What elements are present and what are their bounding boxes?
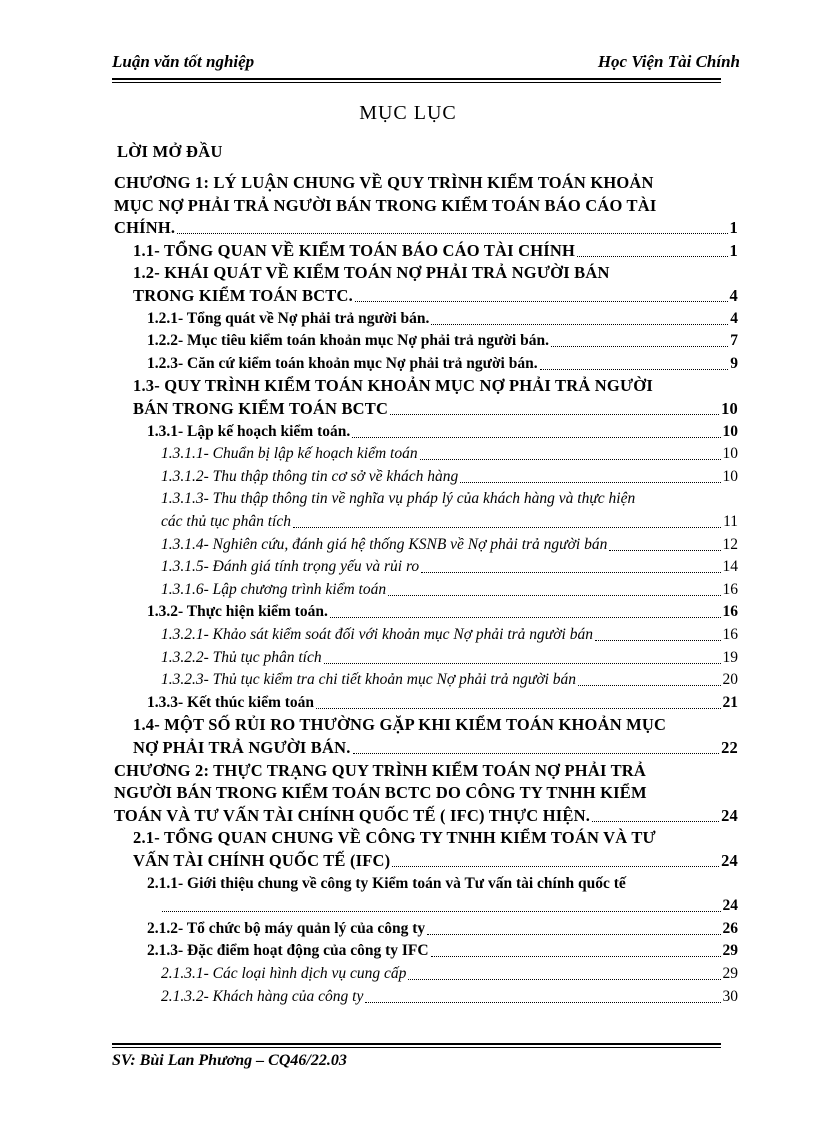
toc-entry-title: BÁN TRONG KIỂM TOÁN BCTC — [133, 398, 389, 418]
toc-entry-title: 1.1- TỔNG QUAN VỀ KIỂM TOÁN BÁO CÁO TÀI CHÍNH — [133, 240, 576, 260]
toc-dot-leader — [408, 978, 720, 980]
toc-dot-leader — [388, 594, 720, 596]
toc-intro-entry[interactable]: LỜI MỞ ĐẦU — [117, 142, 223, 161]
toc-page-number: 19 — [722, 648, 738, 666]
toc-entry-title: 1.4- MỘT SỐ RỦI RO THƯỜNG GẶP KHI KIỂM TOÁN KHOẢN MỤC — [133, 715, 667, 735]
toc-page-number: 4 — [729, 285, 738, 305]
toc-entry-title: NỢ PHẢI TRẢ NGƯỜI BÁN. — [133, 737, 351, 757]
toc-dot-leader — [421, 571, 720, 573]
toc-page-number: 26 — [722, 919, 738, 937]
toc-entry-title: MỤC NỢ PHẢI TRẢ NGƯỜI BÁN TRONG KIỂM TOÁN BÁO CÁO TÀI — [114, 195, 657, 215]
toc-dot-leader — [293, 526, 721, 528]
toc-dot-leader — [324, 662, 721, 664]
toc-entry-title: 2.1.3- Đặc điểm hoạt động của công ty IFC — [147, 942, 429, 960]
toc-page-number: 21 — [722, 693, 738, 711]
toc-page-number: 20 — [722, 671, 738, 689]
toc-page-number: 24 — [721, 805, 738, 825]
header-rule-top — [112, 78, 721, 80]
toc-page-number: 4 — [730, 309, 738, 327]
toc-dot-leader — [420, 458, 721, 460]
toc-entry-title: 1.3.1.3- Thu thập thông tin về nghĩa vụ pháp lý của khách hàng và thực hiện — [161, 490, 636, 508]
footer-rule-bottom — [112, 1047, 721, 1048]
toc-page-number: 12 — [722, 535, 738, 553]
toc-dot-leader — [460, 481, 720, 483]
toc-dot-leader — [390, 413, 719, 415]
toc-entry-title: CHƯƠNG 1: LÝ LUẬN CHUNG VỀ QUY TRÌNH KIỂM TOÁN KHOẢN — [114, 173, 654, 192]
toc-dot-leader — [355, 300, 728, 302]
toc-page-number: 10 — [721, 398, 738, 418]
toc-page-number: 29 — [722, 942, 738, 960]
header-institution-label: Học Viện Tài Chính — [597, 52, 740, 71]
toc-dot-leader — [177, 232, 727, 234]
toc-entry-title: 1.3.2.2- Thủ tục phân tích — [161, 648, 322, 666]
toc-page-number: 10 — [722, 467, 738, 485]
toc-dot-leader — [578, 684, 720, 686]
toc-entry-title: 1.2.3- Căn cứ kiểm toán khoản mục Nợ phải trả người bán. — [147, 354, 538, 372]
toc-page-number: 11 — [723, 512, 738, 530]
toc-entry-title: 1.3- QUY TRÌNH KIỂM TOÁN KHOẢN MỤC NỢ PHẢI TRẢ NGƯỜI — [133, 376, 653, 396]
toc-entry-title: 2.1.3.1- Các loại hình dịch vụ cung cấp — [161, 965, 407, 982]
toc-entry-title: 1.3.2.3- Thủ tục kiểm tra chi tiết khoản mục Nợ phải trả người bán — [161, 671, 577, 689]
toc-entry-title: 1.3.2.1- Khảo sát kiểm soát đối với khoản mục Nợ phải trả người bán — [161, 626, 593, 643]
toc-dot-leader — [316, 707, 720, 709]
toc-page-number: 16 — [722, 603, 738, 621]
toc-dot-leader — [609, 549, 720, 551]
toc-entry-title: 1.3.1.6- Lập chương trình kiểm toán — [161, 580, 387, 598]
toc-entry-title: 1.2- KHÁI QUÁT VỀ KIỂM TOÁN NỢ PHẢI TRẢ NGƯỜI BÁN — [133, 263, 610, 283]
toc-page-number: 29 — [722, 965, 738, 982]
toc-page-number: 7 — [730, 332, 738, 350]
toc-entry-title: 1.3.1.4- Nghiên cứu, đánh giá hệ thống KSNB về Nợ phải trả người bán — [161, 535, 608, 553]
toc-dot-leader — [162, 910, 721, 912]
header-thesis-label: Luận văn tốt nghiệp — [112, 52, 255, 71]
footer-rule-top — [112, 1043, 721, 1045]
toc-dot-leader — [551, 345, 728, 347]
toc-page-number: 10 — [722, 445, 738, 463]
toc-entry-title: TOÁN VÀ TƯ VẤN TÀI CHÍNH QUỐC TẾ ( IFC) THỰC HIỆN. — [114, 805, 591, 825]
page-title: MỤC LỤC — [359, 102, 457, 124]
toc-entry-title: VẤN TÀI CHÍNH QUỐC TẾ (IFC) — [133, 850, 391, 870]
toc-entry-title: TRONG KIỂM TOÁN BCTC. — [133, 285, 353, 305]
toc-entry-title: NGƯỜI BÁN TRONG KIỂM TOÁN BCTC DO CÔNG TY TNHH KIỂM — [114, 783, 647, 803]
toc-page-number: 14 — [722, 558, 738, 576]
toc-dot-leader — [577, 255, 728, 257]
toc-dot-leader — [595, 639, 721, 641]
toc-page-number: 10 — [722, 422, 738, 440]
toc-entry-title: 2.1.1- Giới thiệu chung về công ty Kiểm toán và Tư vấn tài chính quốc tế — [147, 874, 626, 892]
toc-entry-title: 1.3.2- Thực hiện kiểm toán. — [147, 603, 328, 621]
footer-student: SV: Bùi Lan Phương – CQ46/22.03 — [112, 1052, 347, 1069]
toc-dot-leader — [352, 436, 720, 438]
toc-page-number: 1 — [729, 240, 738, 260]
toc-page-number: 30 — [722, 987, 738, 1005]
toc-page-number: 16 — [722, 580, 738, 598]
toc-entry-title: 1.2.1- Tổng quát về Nợ phải trả người bán. — [147, 309, 430, 327]
toc-page-number: 1 — [729, 218, 738, 238]
toc-dot-leader — [431, 955, 721, 957]
toc-dot-leader — [330, 616, 721, 618]
toc-dot-leader — [427, 933, 720, 935]
toc-entry-title: các thủ tục phân tích — [161, 512, 291, 530]
toc-dot-leader — [365, 1001, 720, 1003]
toc-entry-title: 1.3.1.1- Chuẩn bị lập kế hoạch kiểm toán — [161, 445, 418, 463]
toc-page-number: 9 — [730, 354, 738, 372]
toc-dot-leader — [431, 323, 728, 325]
toc-dot-leader — [353, 752, 720, 754]
toc-entry-title: 2.1.2- Tổ chức bộ máy quản lý của công ty — [147, 919, 426, 937]
toc-entry-title: CHƯƠNG 2: THỰC TRẠNG QUY TRÌNH KIỂM TOÁN NỢ PHẢI TRẢ — [114, 760, 647, 780]
toc-page-number: 24 — [722, 897, 738, 915]
toc-entry-title: 1.2.2- Mục tiêu kiểm toán khoản mục Nợ phải trả người bán. — [147, 332, 549, 350]
page-header — [112, 52, 740, 78]
toc-dot-leader — [592, 820, 719, 822]
toc-dot-leader — [540, 368, 729, 370]
toc-page-number: 16 — [722, 626, 738, 643]
toc-entry-title: 1.3.1.5- Đánh giá tính trọng yếu và rủi ro — [161, 558, 420, 576]
toc-entry-title: 1.3.1- Lập kế hoạch kiểm toán. — [147, 422, 351, 440]
toc-entry-title: 2.1.3.2- Khách hàng của công ty — [161, 987, 364, 1005]
toc-page-number: 24 — [721, 850, 738, 870]
header-rule-bottom — [112, 82, 721, 83]
toc-page-number: 22 — [721, 737, 738, 757]
toc-dot-leader — [392, 865, 719, 867]
toc-entry-title: 2.1- TỔNG QUAN CHUNG VỀ CÔNG TY TNHH KIỂM TOÁN VÀ TƯ — [133, 828, 656, 848]
toc-entry-title: CHÍNH. — [114, 218, 176, 238]
toc-entry-title: 1.3.3- Kết thúc kiểm toán — [147, 693, 315, 711]
toc-entry-title: 1.3.1.2- Thu thập thông tin cơ sở về khách hàng — [161, 467, 459, 485]
